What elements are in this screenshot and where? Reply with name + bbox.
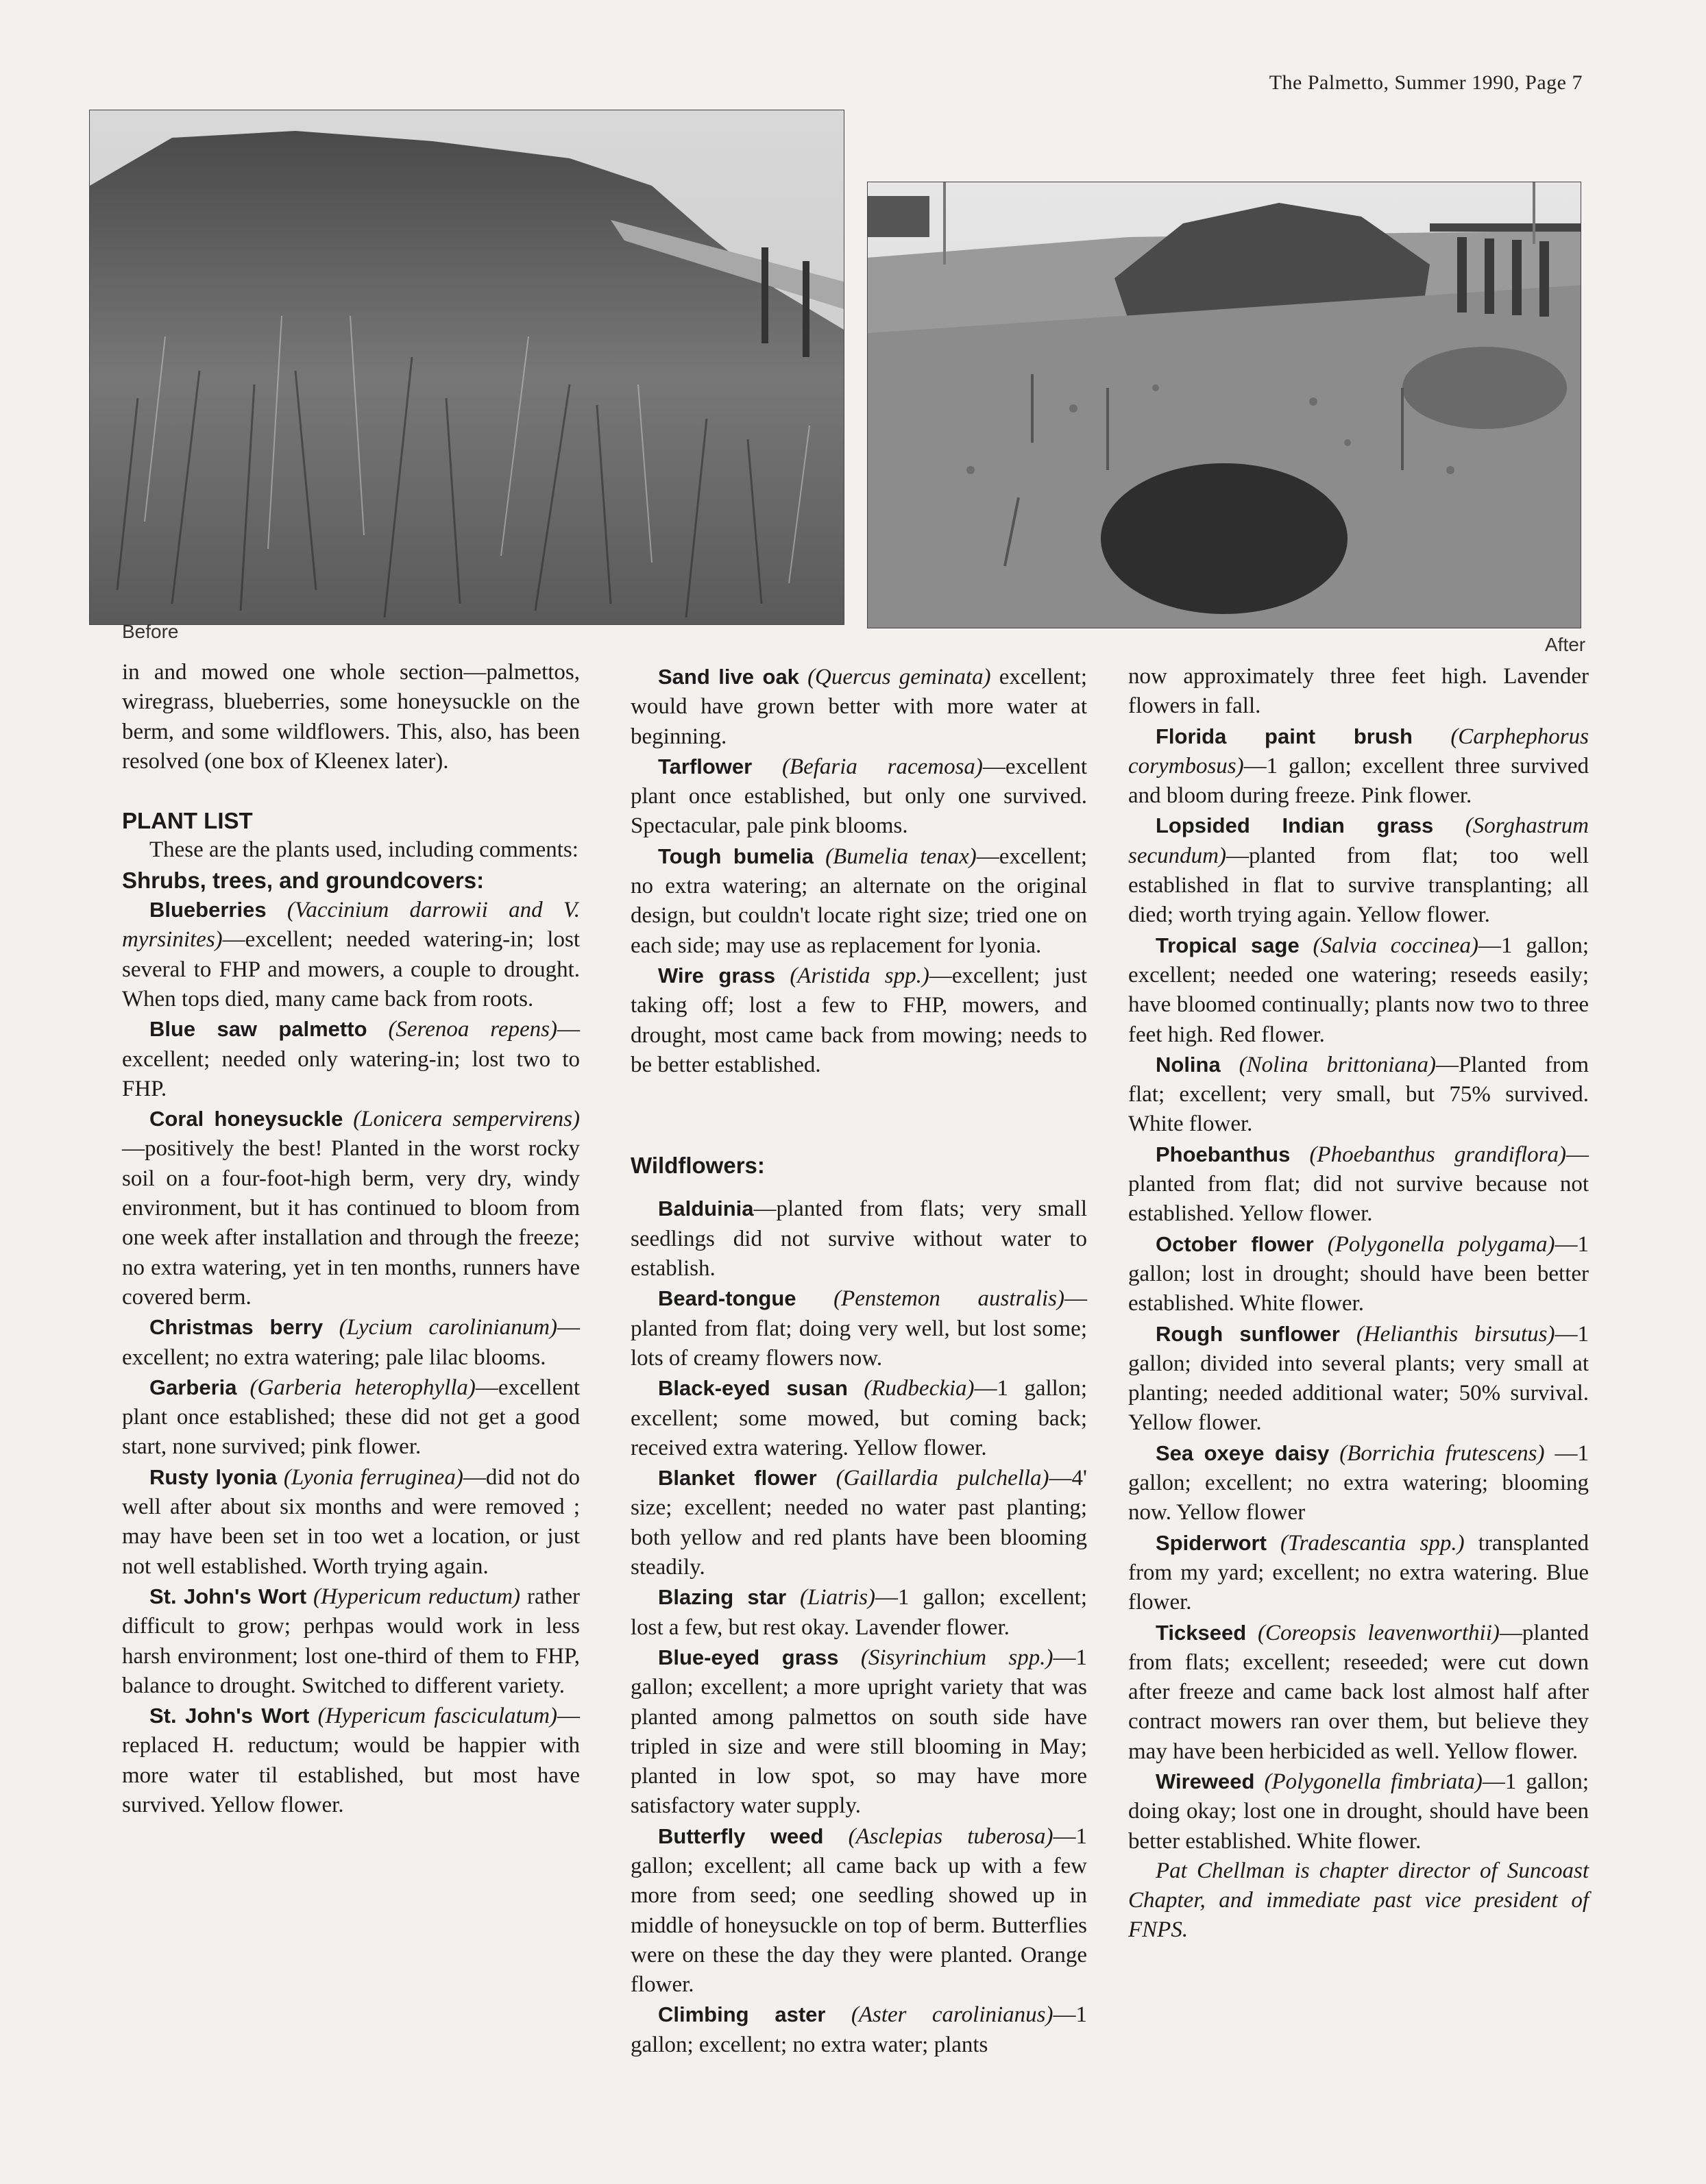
shrubs-heading: Shrubs, trees, and groundcovers:	[122, 867, 485, 893]
scientific-name: (Penstemon australis)	[833, 1286, 1064, 1312]
plant-comment: —excellent; just taking off; lost a few to FHP, mowers, and drought, most came back from mowing; needs to be better established.	[631, 963, 1087, 1077]
scientific-name: (Lonicera sempervirens)	[353, 1107, 580, 1132]
after-caption: After	[1545, 634, 1586, 655]
plant-name: Butterfly weed	[658, 1824, 824, 1848]
plant-name: Sea oxeye daisy	[1156, 1440, 1330, 1465]
column-1	[122, 658, 580, 1820]
plant-name: St. John's Wort	[149, 1704, 310, 1728]
scientific-name: (Rudbeckia)	[864, 1376, 975, 1401]
scientific-name: (Lycium carolinianum)	[339, 1315, 557, 1340]
plant-entry	[1128, 722, 1589, 811]
plant-entry	[122, 1701, 580, 1820]
scientific-name: (Liatris)	[800, 1585, 876, 1610]
plant-name: St. John's Wort	[149, 1584, 307, 1608]
scientific-name: (Carphephorus corymbosus)	[1128, 724, 1589, 778]
plant-entry	[631, 1284, 1087, 1373]
plant-entry	[631, 1373, 1087, 1463]
shrub-entries-continued	[631, 662, 1087, 1080]
plant-comment: transplanted from my yard; excellent; no extra watering. Blue flower.	[1128, 1530, 1589, 1615]
scientific-name: (Aristida spp.)	[790, 963, 929, 988]
plant-comment: —excellent plant once established; these did not get a good start, none survived; pink flower.	[122, 1375, 581, 1460]
author-bio: Pat Chellman is chapter director of Suncoast Chapter, and immediate past vice president of FNPS.	[1128, 1858, 1589, 1943]
plant-comment: —1 gallon; excellent; no extra water; plants	[631, 2002, 1087, 2057]
plant-name: Blanket flower	[658, 1466, 817, 1490]
plant-entry	[631, 842, 1087, 961]
plant-name: Florida paint brush	[1156, 724, 1413, 748]
plant-entry	[122, 1373, 580, 1462]
plant-name: October flower	[1156, 1231, 1314, 1256]
plant-entry	[122, 1014, 580, 1104]
scientific-name: (Coreopsis leavenworthii)	[1257, 1620, 1500, 1645]
plant-comment: rather difficult to grow; perhpas would work in less harsh environment; lost one-third of them to FHP, balance to drought. Switched to different variety.	[122, 1584, 580, 1698]
plant-comment: —Planted from flat; excellent; very small, but 75% survived. White flower.	[1128, 1052, 1589, 1137]
plant-name: Wireweed	[1156, 1769, 1255, 1793]
column-2	[631, 662, 1087, 2060]
plant-entry	[631, 2000, 1087, 2060]
plant-comment: —planted from flats; excellent; reseeded; were cut down after freeze and came back lost almost half after contract mowers ran over them, but believe they may have been herbicided as well. Yellow flower.	[1128, 1620, 1589, 1764]
plant-comment: —planted from flats; very small seedlings did not survive without water to establish.	[631, 1197, 1087, 1281]
plant-comment: —did not do well after about six months and were removed ; may have been set in too wet a location, or just not well established. Worth trying again.	[122, 1464, 581, 1579]
plant-name: Blueberries	[149, 898, 267, 922]
plant-name: Blue saw palmetto	[149, 1017, 367, 1042]
wildflower-entries	[631, 1194, 1087, 2060]
plant-comment: —1 gallon; doing okay; lost one in drought, should have been better established. White flower.	[1128, 1769, 1589, 1854]
scientific-name: (Sorghastrum secundum)	[1128, 813, 1589, 868]
scientific-name: (Vaccinium darrowii and V. myrsinites)	[122, 898, 580, 953]
scientific-name: (Aster carolinianus)	[851, 2002, 1053, 2028]
plant-comment: —1 gallon; lost in drought; should have been better established. White flower.	[1128, 1231, 1589, 1316]
scientific-name: (Lyonia ferruginea)	[283, 1464, 463, 1490]
plant-entry	[1128, 931, 1589, 1050]
plant-name: Coral honeysuckle	[149, 1107, 343, 1131]
plant-comment: excellent; would have grown better with more water at beginning.	[631, 665, 1087, 749]
plant-name: Wire grass	[658, 963, 776, 987]
plant-name: Blue-eyed grass	[658, 1645, 839, 1669]
plant-comment: —planted from flat; doing very well, but lost some; lots of creamy flowers now.	[631, 1286, 1087, 1371]
plant-name: Blazing star	[658, 1585, 787, 1610]
scientific-name: (Polygonella polygama)	[1327, 1231, 1555, 1257]
plant-comment: —excellent; no extra watering; an alternate on the original design, but couldn't locate right size; tried one on each side; may use as replacement for lyonia.	[631, 844, 1087, 958]
scientific-name: (Garberia heterophylla)	[249, 1375, 476, 1400]
plant-entry	[1128, 1319, 1589, 1438]
plant-entry	[1128, 1528, 1589, 1618]
scientific-name: (Tradescantia spp.)	[1280, 1530, 1465, 1556]
plant-entry	[631, 961, 1087, 1080]
scientific-name: (Asclepias tuberosa)	[848, 1824, 1053, 1849]
plant-comment: —1 gallon; excellent; needed one watering; reseeds easily; have bloomed continually; plants now two to three feet high. Red flower.	[1128, 933, 1589, 1047]
plant-entry	[1128, 1140, 1589, 1229]
scientific-name: (Salvia coccinea)	[1313, 933, 1479, 958]
running-head: The Palmetto, Summer 1990, Page 7	[1269, 71, 1583, 94]
plant-entry	[122, 1312, 580, 1373]
continuation-text: now approximately three feet high. Lavender flowers in fall.	[1128, 664, 1589, 719]
plant-entry	[122, 1582, 580, 1701]
shrub-entries	[122, 895, 580, 1820]
plant-name: Rusty lyonia	[149, 1464, 277, 1489]
after-photo	[867, 182, 1581, 628]
plant-name: Tarflower	[658, 754, 753, 778]
plant-comment: —1 gallon; divided into several plants; very small at planting; needed additional water; 50% survival. Yellow flower.	[1128, 1321, 1589, 1436]
plant-comment: —1 gallon; excellent; some mowed, but coming back; received extra watering. Yellow flower.	[631, 1376, 1087, 1460]
plant-name: Climbing aster	[658, 2002, 826, 2027]
plant-entry	[122, 1104, 580, 1312]
plant-entry	[631, 1643, 1087, 1821]
plant-name: Lopsided Indian grass	[1156, 813, 1434, 838]
plant-entry	[631, 752, 1087, 842]
plant-name: Rough sunflower	[1156, 1321, 1340, 1346]
scientific-name: (Gaillardia pulchella)	[836, 1466, 1049, 1491]
plant-comment: —excellent plant once established, but only one survived. Spectacular, pale pink blooms.	[631, 754, 1087, 839]
scientific-name: (Hypericum fasciculatum)	[317, 1704, 557, 1729]
plant-entry	[631, 662, 1087, 752]
scientific-name: (Sisyrinchium spp.)	[860, 1645, 1053, 1670]
column-3	[1128, 662, 1589, 1946]
plant-entry	[631, 1194, 1087, 1284]
plant-entry	[631, 1582, 1087, 1643]
plant-name: Sand live oak	[658, 665, 799, 689]
before-photo	[89, 110, 844, 625]
plant-name: Black-eyed susan	[658, 1376, 848, 1401]
plant-entry	[122, 1462, 580, 1582]
plant-comment: —1 gallon; excellent; no extra watering; blooming now. Yellow flower	[1128, 1440, 1589, 1525]
plant-name: Tickseed	[1156, 1620, 1247, 1645]
plant-entry	[122, 895, 580, 1014]
plant-comment: —excellent; no extra watering; pale lilac blooms.	[122, 1315, 580, 1370]
plant-name: Tough bumelia	[658, 844, 814, 868]
plant-entry	[631, 1821, 1087, 2000]
plant-name: Balduinia	[658, 1197, 754, 1221]
plant-entry	[1128, 1767, 1589, 1856]
plant-comment: —planted from flat; did not survive because not established. Yellow flower.	[1128, 1142, 1589, 1227]
plant-comment: —planted from flat; too well established in flat to survive transplanting; all died; worth trying again. Yellow flower.	[1128, 843, 1589, 928]
plant-comment: —1 gallon; excellent; a more upright variety that was planted among palmettos on south side have tripled in size and were still blooming in May; planted in low spot, so may have more satisfactory water supply.	[631, 1645, 1088, 1819]
plant-entry	[1128, 1618, 1589, 1767]
plant-comment: —excellent; needed only watering-in; lost two to FHP.	[122, 1017, 580, 1101]
plant-comment: —1 gallon; excellent; all came back up with a few more from seed; one seedling showed up in middle of honeysuckle on top of berm. Butterflies were on these the day they were planted. Orange flower.	[631, 1824, 1087, 1998]
scientific-name: (Borrichia frutescens)	[1339, 1440, 1545, 1466]
plant-name: Nolina	[1156, 1052, 1221, 1077]
scientific-name: (Befaria racemosa)	[781, 754, 983, 779]
plant-comment: —1 gallon; excellent; lost a few, but rest okay. Lavender flower.	[631, 1585, 1087, 1640]
plant-comment: —excellent; needed watering-in; lost several to FHP and mowers, a couple to drought. When tops died, many came back from roots.	[122, 927, 580, 1011]
plant-comment: —4' size; excellent; needed no water past planting; both yellow and red plants have been blooming steadily.	[631, 1466, 1087, 1580]
plant-name: Garberia	[149, 1375, 237, 1399]
plant-name: Christmas berry	[149, 1315, 324, 1340]
plant-name: Spiderwort	[1156, 1530, 1267, 1555]
plant-entry	[1128, 811, 1589, 930]
plant-entry	[631, 1463, 1087, 1582]
scientific-name: (Quercus geminata)	[807, 665, 991, 689]
scientific-name: (Serenoa repens)	[388, 1017, 557, 1042]
plant-entry	[1128, 1438, 1589, 1528]
scientific-name: (Polygonella fimbriata)	[1264, 1769, 1483, 1794]
scientific-name: (Phoebanthus grandiflora)	[1309, 1142, 1567, 1167]
plant-list-heading: PLANT LIST	[122, 808, 253, 834]
plant-comment: —positively the best! Planted in the worst rocky soil on a four-foot-high berm, very dry, windy environment, but it has continued to bloom from one week after installation and through the freeze; no extra watering, yet in ten months, runners have covered berm.	[122, 1136, 580, 1310]
intro-paragraph: in and mowed one whole section—palmettos, wiregrass, blueberries, some honeysuckle on the berm, and some wildflowers. This, also, has been resolved (one box of Kleenex later).	[122, 660, 580, 774]
wildflower-entries-continued	[1128, 722, 1589, 1856]
before-caption: Before	[122, 621, 179, 642]
scientific-name: (Hypericum reductum)	[313, 1584, 521, 1609]
scientific-name: (Helianthis birsutus)	[1356, 1321, 1555, 1347]
plant-comment: —1 gallon; excellent three survived and bloom during freeze. Pink flower.	[1128, 753, 1589, 809]
plant-entry	[1128, 1229, 1589, 1319]
wildflowers-heading: Wildflowers:	[631, 1153, 765, 1179]
plant-comment: —replaced H. reductum; would be happier with more water til established, but most have survived. Yellow flower.	[122, 1704, 580, 1817]
scientific-name: (Bumelia tenax)	[825, 844, 977, 869]
plant-name: Tropical sage	[1156, 933, 1300, 957]
plant-list-intro: These are the plants used, including comments:	[149, 837, 578, 863]
scientific-name: (Nolina brittoniana)	[1239, 1052, 1436, 1077]
plant-entry	[1128, 1050, 1589, 1140]
plant-name: Phoebanthus	[1156, 1142, 1291, 1166]
plant-name: Beard-tongue	[658, 1286, 796, 1311]
